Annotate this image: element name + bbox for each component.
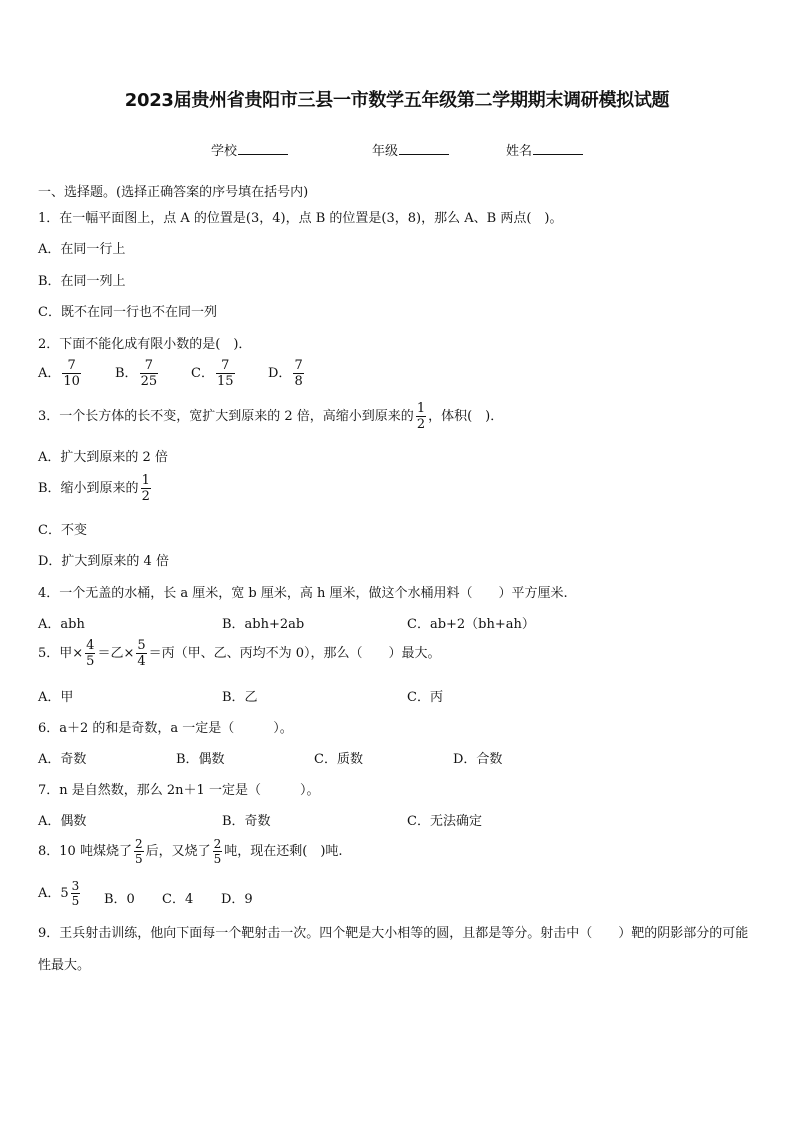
q8-fraction-2 <box>213 838 223 865</box>
q3-option-d: D．扩大到原来的 4 倍 <box>38 554 169 569</box>
q1-option-b: B．在同一列上 <box>38 274 126 289</box>
numerator: 7 <box>294 358 303 373</box>
q8-post: 吨，现在还剩( )吨. <box>224 844 343 859</box>
q1-option-c: C．既不在同一行也不在同一列 <box>38 305 217 320</box>
school-field <box>211 140 288 159</box>
q8-option-c: C．4 <box>162 892 194 907</box>
q1-option-a: A．在同一行上 <box>38 242 126 257</box>
q2-b-label: B． <box>115 366 138 381</box>
question-6: 6．a＋2 的和是奇数，a 一定是（ ）。 <box>38 721 293 736</box>
q8-option-a <box>38 880 82 907</box>
q5-option-c: C．丙 <box>407 690 443 705</box>
q8-mid: 后，又烧了 <box>145 844 211 859</box>
q2-option-c <box>191 359 237 388</box>
q2-a-fraction <box>62 359 81 388</box>
numerator: 4 <box>86 638 95 653</box>
name-label: 姓名 <box>506 144 533 159</box>
denominator: 8 <box>294 374 303 389</box>
name-field <box>506 140 583 159</box>
q2-b-fraction <box>140 359 159 388</box>
q8-fraction-1 <box>134 838 144 865</box>
q3-b-fraction <box>141 474 151 503</box>
q2-d-fraction <box>293 359 303 388</box>
q7-option-a: A．偶数 <box>38 814 87 829</box>
q8-option-b: B．0 <box>104 892 135 907</box>
q6-option-b: B．偶数 <box>176 752 225 767</box>
q2-option-b <box>115 359 160 388</box>
q3-fraction <box>416 402 426 431</box>
q3-option-b <box>38 474 153 503</box>
denominator: 25 <box>140 374 158 389</box>
q3-stem-post: ，体积( )． <box>428 409 504 424</box>
q5-mid: ＝乙× <box>97 646 135 661</box>
grade-field <box>372 140 449 159</box>
q6-option-c: C．质数 <box>314 752 363 767</box>
numerator: 5 <box>137 638 146 653</box>
numerator: 1 <box>416 401 426 416</box>
q7-option-b: B．奇数 <box>222 814 271 829</box>
denominator: 15 <box>216 374 234 389</box>
q5-option-b: B．乙 <box>222 690 258 705</box>
q6-option-d: D．合数 <box>453 752 503 767</box>
q2-c-label: C． <box>191 366 214 381</box>
grade-blank[interactable] <box>399 142 449 155</box>
q2-c-fraction <box>216 359 235 388</box>
denominator: 5 <box>86 654 95 669</box>
denominator: 4 <box>137 654 146 669</box>
question-7: 7．n 是自然数，那么 2n＋1 一定是（ ）。 <box>38 783 320 798</box>
denominator: 10 <box>63 374 80 389</box>
school-blank[interactable] <box>238 142 288 155</box>
numerator: 7 <box>216 359 235 374</box>
numerator: 2 <box>213 837 222 851</box>
q5-fraction-1 <box>85 639 95 668</box>
q3-b-label: B．缩小到原来的 <box>38 481 139 496</box>
numerator: 2 <box>134 837 143 851</box>
question-1: 1．在一幅平面图上，点 A 的位置是(3，4)，点 B 的位置是(3，8)，那么 A、B 两点( )。 <box>38 211 563 226</box>
grade-label: 年级 <box>372 144 399 159</box>
q5-option-a: A．甲 <box>38 690 74 705</box>
q4-option-c: C．ab+2（bh+ah） <box>407 617 535 632</box>
denominator: 5 <box>134 852 143 866</box>
q5-fraction-2 <box>136 639 146 668</box>
question-9: 9．王兵射击训练，他向下面每一个靶射击一次。四个靶是大小相等的圆，且都是等分。射击中（ ）靶的阴影部分的可能性最大。 <box>38 926 749 973</box>
q4-option-a: A．abh <box>38 617 85 632</box>
denominator: 5 <box>71 894 80 908</box>
numerator: 3 <box>71 879 80 893</box>
q4-option-b: B．abh+2ab <box>222 617 305 632</box>
denominator: 2 <box>141 489 150 504</box>
question-5 <box>38 639 441 668</box>
q7-option-c: C．无法确定 <box>407 814 482 829</box>
q8-option-d: D．9 <box>221 892 253 907</box>
q8-a-label: A．5 <box>38 886 69 901</box>
q5-pre: 5．甲× <box>38 646 84 661</box>
q3-option-c: C．不变 <box>38 523 87 538</box>
q2-d-label: D． <box>268 366 292 381</box>
numerator: 7 <box>62 359 81 374</box>
page-title: 2023届贵州省贵阳市三县一市数学五年级第二学期期末调研模拟试题 <box>124 90 670 111</box>
denominator: 2 <box>416 417 426 432</box>
q3-stem-pre: 3．一个长方体的长不变，宽扩大到原来的 2 倍，高缩小到原来的 <box>38 409 414 424</box>
school-label: 学校 <box>211 144 238 159</box>
q3-option-a: A．扩大到原来的 2 倍 <box>38 450 168 465</box>
question-4: 4．一个无盖的水桶，长 a 厘米，宽 b 厘米，高 h 厘米，做这个水桶用料（ ）平方厘米. <box>38 586 568 601</box>
q8-pre: 8．10 吨煤烧了 <box>38 844 132 859</box>
q6-option-a: A．奇数 <box>38 752 87 767</box>
q5-post: ＝丙（甲、乙、丙均不为 0），那么（ ）最大。 <box>148 646 441 661</box>
q2-option-d <box>268 359 306 388</box>
name-blank[interactable] <box>533 142 583 155</box>
section-heading: 一、选择题。(选择正确答案的序号填在括号内) <box>38 185 309 200</box>
numerator: 7 <box>140 359 159 374</box>
q8-a-fraction <box>71 880 81 907</box>
q2-option-a <box>38 359 83 388</box>
question-8 <box>38 838 343 865</box>
question-3 <box>38 402 503 431</box>
numerator: 1 <box>141 473 150 488</box>
denominator: 5 <box>213 852 222 866</box>
question-2: 2．下面不能化成有限小数的是( )． <box>38 337 252 352</box>
q2-a-label: A． <box>38 366 61 381</box>
